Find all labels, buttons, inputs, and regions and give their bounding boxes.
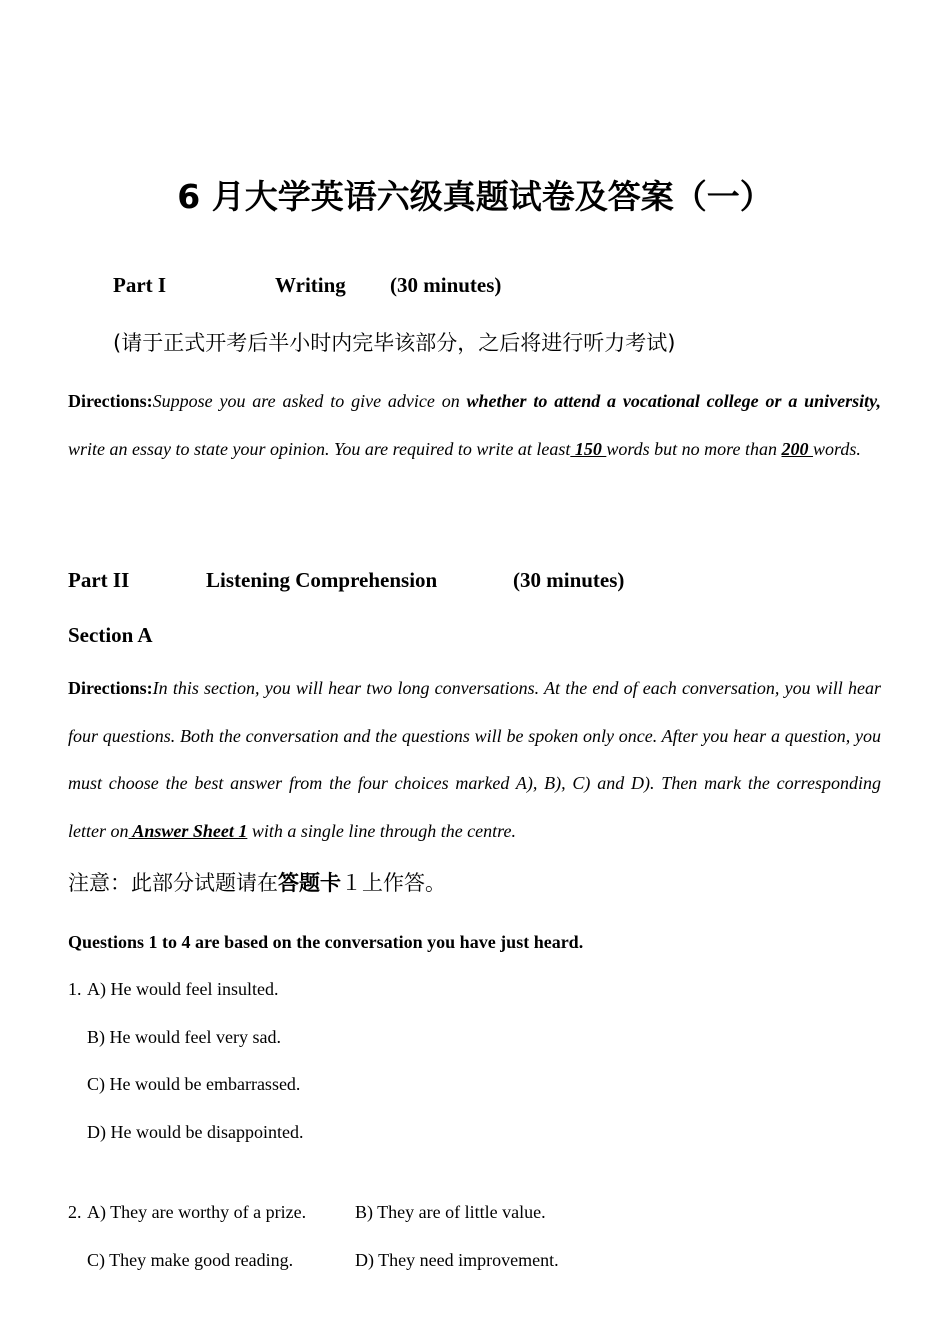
part2-label: Part II (68, 568, 130, 592)
question-number: 1. (68, 979, 82, 999)
questions-heading: Questions 1 to 4 are based on the conversation you have just heard. (68, 932, 584, 952)
writing-directions: Directions:Suppose you are asked to give advice on whether to attend a vocational college or a university, write an essay to state your opinion. You are required to write at least 150 words but no more than 200 words. (68, 391, 881, 459)
option-c: C) He would be embarrassed. (87, 1074, 301, 1094)
question-number: 2. (68, 1202, 82, 1222)
option-d: D) He would be disappointed. (87, 1122, 304, 1142)
part2-time: (30 minutes) (513, 568, 625, 592)
part1-label: Part I (113, 273, 167, 297)
directions-label: Directions: (68, 391, 153, 411)
part2-name: Listening Comprehension (206, 568, 438, 592)
essay-topic: whether to attend a vocational college or a university, (466, 391, 881, 411)
part1-name: Writing (275, 273, 346, 297)
directions-label: Directions: (68, 678, 153, 698)
option-d: D) They need improvement. (355, 1250, 559, 1270)
answer-card-note: 注意：此部分试题请在答题卡１上作答。 (68, 871, 446, 895)
page-title: 6 月大学英语六级真题试卷及答案（一） (177, 177, 773, 216)
min-word-count: 150 (570, 438, 607, 459)
answer-sheet-ref: Answer Sheet 1 (128, 820, 248, 841)
option-a: A) He would feel insulted. (87, 979, 279, 999)
listening-directions: Directions:In this section, you will hear two long conversations. At the end of each conversation, you will hear four questions. Both the conversation and the questions will be spoken only once. After you hear a question, you must choose the best answer from the four choices marked A), B), C) and D). Then mark the corresponding letter on Answer Sheet 1 with a single line through the centre. (68, 678, 881, 841)
part1-note: (请于正式开考后半小时内完毕该部分，之后将进行听力考试) (113, 331, 676, 355)
option-a: A) They are worthy of a prize. (87, 1202, 307, 1222)
option-b: B) He would feel very sad. (87, 1027, 281, 1047)
option-b: B) They are of little value. (355, 1202, 546, 1222)
option-c: C) They make good reading. (87, 1250, 294, 1270)
section-a-title: Section A (68, 623, 153, 647)
part1-time: (30 minutes) (390, 273, 502, 297)
max-word-count: 200 (781, 438, 814, 459)
